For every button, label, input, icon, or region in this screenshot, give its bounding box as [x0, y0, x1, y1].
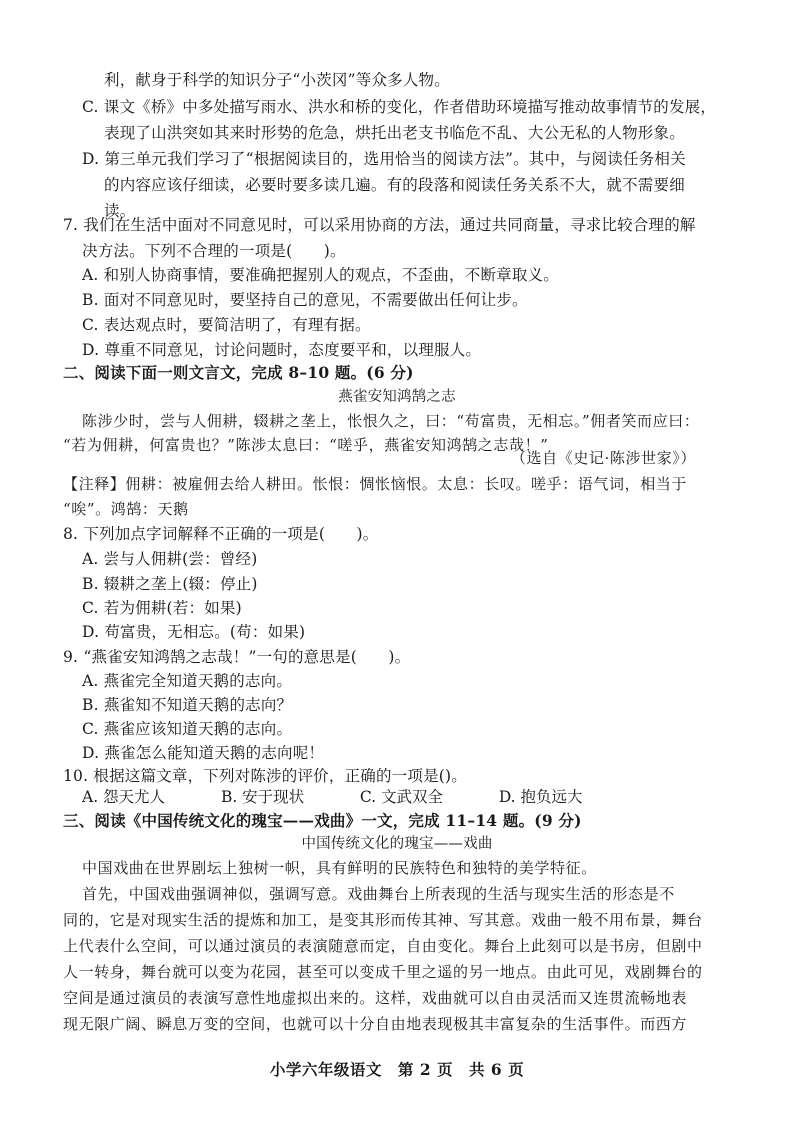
classical-text-line2: “若为佣耕，何富贵也？”陈涉太息曰：“嗟乎，燕雀安知鸿鹄之志哉！” — [63, 436, 549, 454]
q8-option-b: B. 辍耕之垄上(辍：停止) — [82, 575, 258, 593]
classical-text-title: 燕雀安知鸿鹄之志 — [338, 389, 456, 405]
modern-text-para2-line1: 首先，中国戏曲强调神似，强调写意。戏曲舞台上所表现的生活与现实生活的形态是不 — [82, 885, 675, 903]
classical-text-source: （选自《史记·陈涉世家》） — [510, 449, 696, 467]
q10-stem: 10. 根据这篇文章，下列对陈涉的评价，正确的一项是()。 — [63, 767, 467, 785]
q6-option-c-line1: C. 课文《桥》中多处描写雨水、洪水和桥的变化，作者借助环境描写推动故事情节的发展， — [82, 98, 717, 116]
q9-stem: 9. “燕雀安知鸿鹄之志哉！”一句的意思是( )。 — [63, 648, 411, 666]
q7-option-d: D. 尊重不同意见，讨论问题时，态度要平和，以理服人。 — [82, 341, 482, 359]
q7-stem-line2: 决方法。下列不合理的一项是( )。 — [82, 242, 346, 260]
modern-text-para2-line4: 人一转身，舞台就可以变为花园，甚至可以变成千里之遥的另一地点。由此可见，戏剧舞台的 — [63, 963, 703, 981]
annotation-line2: “唉”。鸿鹄：天鹅 — [63, 500, 189, 518]
q9-option-d: D. 燕雀怎么能知道天鹅的志向呢！ — [82, 744, 325, 762]
q6-option-d-line2: 的内容应该仔细读，必要时要多读几遍。有的段落和阅读任务关系不大，就不需要细 — [104, 176, 685, 194]
modern-text-para1: 中国戏曲在世界剧坛上独树一帜，具有鲜明的民族特色和独特的美学特征。 — [82, 859, 597, 877]
q8-stem: 8. 下列加点字词解释不正确的一项是( )。 — [63, 525, 379, 543]
q10-option-a: A. 怨天尤人 — [82, 788, 166, 806]
classical-text-line1: 陈涉少时，尝与人佣耕，辍耕之垄上，怅恨久之，曰：“苟富贵，无相忘。”佣者笑而应曰： — [82, 412, 700, 430]
q6-option-b-tail: 利，献身于科学的知识分子“小茨冈”等众多人物。 — [104, 71, 450, 89]
annotation-line1: 【注释】佣耕：被雇佣去给人耕田。怅恨：惆怅恼恨。太息：长叹。嗟乎：语气词，相当于 — [63, 475, 688, 493]
q6-option-d-line1: D. 第三单元我们学习了“根据阅读目的，选用恰当的阅读方法”。其中，与阅读任务相关 — [82, 150, 686, 168]
q9-option-a: A. 燕雀完全知道天鹅的志向。 — [82, 672, 293, 690]
modern-text-para2-line5: 空间是通过演员的表演写意性地虚拟出来的。这样，戏曲就可以自由灵活而又连贯流畅地表 — [63, 989, 688, 1007]
q7-option-b: B. 面对不同意见时，要坚持自己的意见，不需要做出任何让步。 — [82, 291, 528, 309]
modern-text-para2-line2: 同的，它是对现实生活的提炼和加工，是变其形而传其神、写其意。戏曲一般不用布景，舞台 — [63, 911, 703, 929]
q8-option-a: A. 尝与人佣耕(尝：曾经) — [82, 550, 258, 568]
q10-options-row — [82, 787, 583, 807]
q7-stem-line1: 7. 我们在生活中面对不同意见时，可以采用协商的方法，通过共同商量，寻求比较合理的解 — [63, 216, 696, 234]
q10-option-d: D. 抱负远大 — [498, 788, 583, 806]
page-footer: 小学六年级语文 第 2 页 共 6 页 — [269, 1060, 525, 1079]
q9-option-b: B. 燕雀知不知道天鹅的志向？ — [82, 696, 293, 714]
q9-option-c: C. 燕雀应该知道天鹅的志向。 — [82, 720, 293, 738]
q10-option-c: C. 文武双全 — [359, 788, 444, 806]
modern-text-title: 中国传统文化的瑰宝——戏曲 — [301, 836, 493, 852]
section-2-heading: 二、阅读下面一则文言文，完成 8–10 题。(6 分) — [63, 363, 414, 382]
q6-option-d-line3: 读。 — [104, 202, 136, 220]
modern-text-para2-line6: 现无限广阔、瞬息万变的空间，也就可以十分自由地表现极其丰富复杂的生活事件。而西方 — [63, 1015, 688, 1033]
modern-text-para2-line3: 上代表什么空间，可以通过演员的表演随意而定，自由变化。舞台上此刻可以是书房，但剧中 — [63, 937, 703, 955]
q10-option-b: B. 安于现状 — [220, 788, 305, 806]
q7-option-c: C. 表达观点时，要简洁明了，有理有据。 — [82, 316, 371, 334]
q6-option-c-line2: 表现了山洪突如其来时形势的危急，烘托出老支书临危不乱、大公无私的人物形象。 — [104, 124, 685, 142]
q8-option-d: D. 苟富贵，无相忘。(苟：如果) — [82, 623, 306, 641]
q8-option-c: C. 若为佣耕(若：如果) — [82, 599, 242, 617]
section-3-heading: 三、阅读《中国传统文化的瑰宝——戏曲》一文，完成 11–14 题。(9 分) — [63, 811, 582, 830]
q7-option-a: A. 和别人协商事情，要准确把握别人的观点，不歪曲，不断章取义。 — [82, 266, 559, 284]
